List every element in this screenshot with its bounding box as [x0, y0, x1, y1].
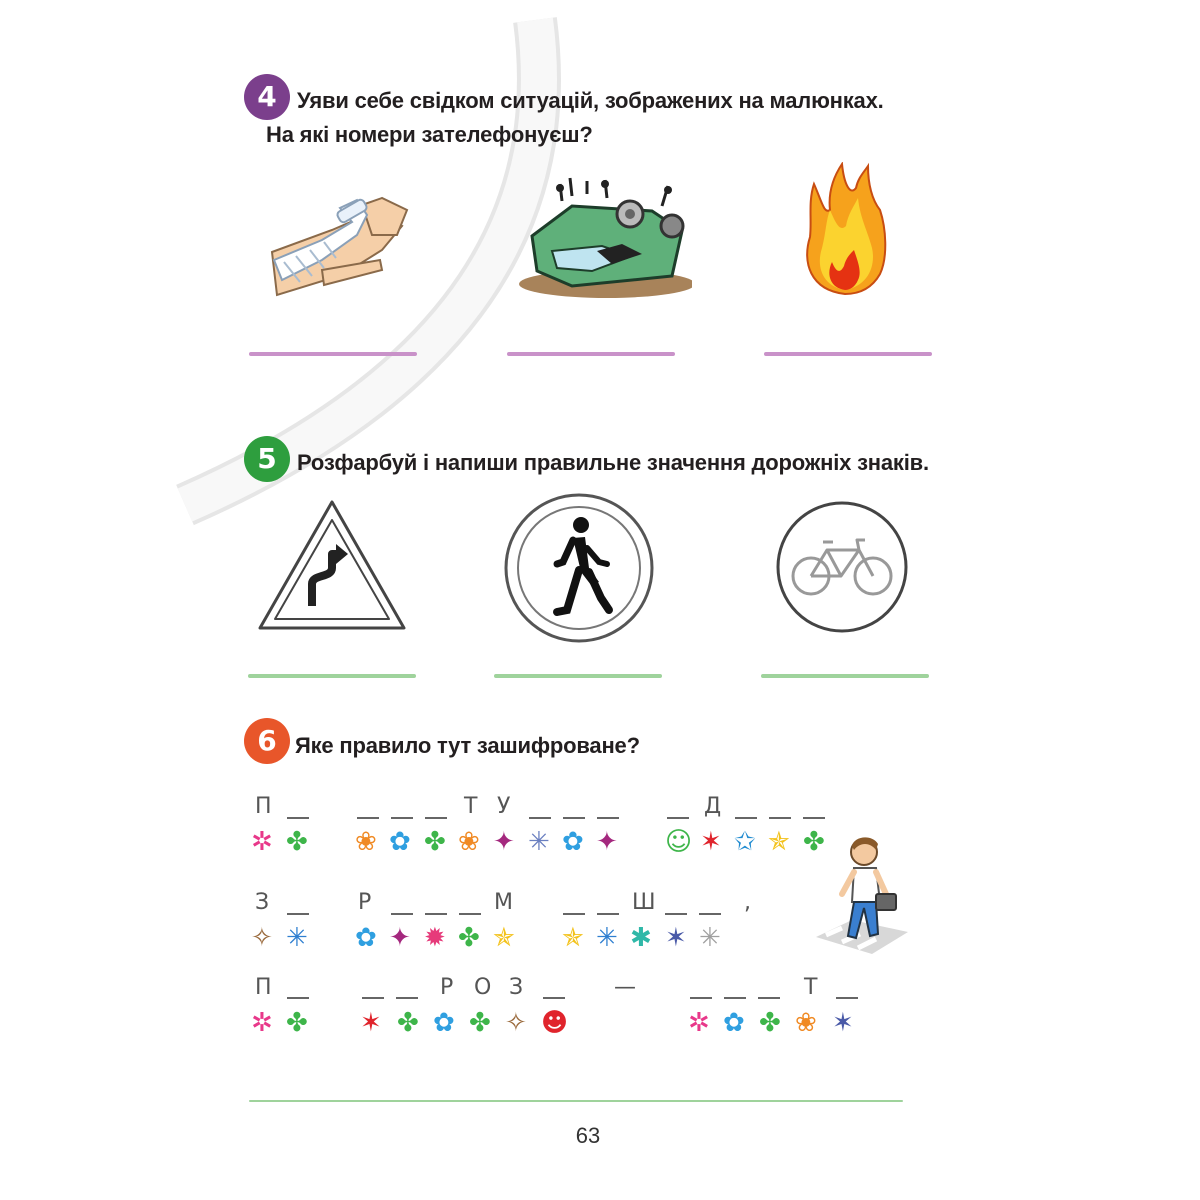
yellow-star-symbol: ✯ — [768, 827, 790, 857]
green-clover-symbol: ✤ — [469, 1008, 491, 1038]
blue-flower-symbol: ✿ — [433, 1008, 455, 1038]
yellow-star-symbol: ✯ — [562, 923, 584, 953]
cipher-letter: Р — [440, 975, 454, 1000]
green-clover-symbol: ✤ — [424, 827, 446, 857]
pink-star-symbol: ✲ — [251, 827, 273, 857]
cipher-letter: З — [509, 975, 524, 1000]
orange-flower-symbol: ❀ — [795, 1008, 817, 1038]
purple-diamond-symbol: ✦ — [389, 923, 411, 953]
task5-number-badge: 5 — [244, 436, 290, 482]
yellow-star-symbol: ✯ — [493, 923, 515, 953]
cipher-letter: Т — [464, 794, 478, 819]
footer-rule — [249, 1100, 903, 1102]
green-clover-symbol: ✤ — [397, 1008, 419, 1038]
blue-flower-symbol: ✿ — [389, 827, 411, 857]
blue-flower-symbol: ✿ — [723, 1008, 745, 1038]
blue-asterisk-symbol: ✳ — [596, 923, 618, 953]
cipher-dash: — — [614, 975, 636, 1000]
task6-number-badge: 6 — [244, 718, 290, 764]
blue-flower-symbol: ✿ — [562, 827, 584, 857]
walking-man-illustration — [812, 832, 912, 957]
pink-star-symbol: ✲ — [251, 1008, 273, 1038]
task4-number-badge: 4 — [244, 74, 290, 120]
green-smiley-symbol: ☺ — [665, 827, 693, 857]
blue-asterisk-symbol: ✳ — [528, 827, 550, 857]
purple-diamond-symbol: ✦ — [596, 827, 618, 857]
cipher-letter: З — [255, 890, 270, 915]
navy-star-symbol: ✶ — [832, 1008, 854, 1038]
grey-asterisk-symbol: ✳ — [699, 923, 721, 953]
page-number: 63 — [575, 1123, 601, 1148]
cipher-comma: , — [744, 890, 751, 915]
teal-asterisk-symbol: ✱ — [630, 923, 652, 953]
cipher-letter: У — [497, 794, 511, 819]
green-clover-symbol: ✤ — [286, 827, 308, 857]
pink-star-symbol: ✲ — [688, 1008, 710, 1038]
cipher-letter: П — [255, 794, 272, 819]
green-clover-symbol: ✤ — [759, 1008, 781, 1038]
cipher-letter: Р — [358, 890, 372, 915]
cipher-letter: Д — [704, 794, 722, 819]
orange-flower-symbol: ❀ — [458, 827, 480, 857]
brown-sparkle-symbol: ✧ — [251, 923, 273, 953]
task4-title-line1: Уяви себе свідком ситуацій, зображених на малюнках. — [297, 88, 884, 113]
red-star-symbol: ✶ — [360, 1008, 382, 1038]
blue-asterisk-symbol: ✳ — [286, 923, 308, 953]
purple-diamond-symbol: ✦ — [493, 827, 515, 857]
green-clover-symbol: ✤ — [458, 923, 480, 953]
cipher-letter: Т — [804, 975, 818, 1000]
cipher-letter: М — [494, 890, 513, 915]
red-smiley-symbol: ☻ — [541, 1008, 569, 1038]
cipher-letter: О — [474, 975, 492, 1000]
pink-burst-symbol: ✹ — [424, 923, 446, 953]
green-clover-symbol: ✤ — [286, 1008, 308, 1038]
red-star-symbol: ✶ — [700, 827, 722, 857]
cipher-letter: П — [255, 975, 272, 1000]
task4-title-line2: На які номери зателефонуєш? — [266, 122, 593, 147]
cipher-letter: Ш — [632, 890, 656, 915]
orange-flower-symbol: ❀ — [355, 827, 377, 857]
task6-title: Яке правило тут зашифроване? — [295, 733, 640, 758]
green-clover-symbol: ✤ — [803, 827, 825, 857]
blue-outline-star-symbol: ✩ — [734, 827, 756, 857]
task5-title: Розфарбуй і напиши правильне значення дорожніх знаків. — [297, 450, 929, 475]
blue-flower-symbol: ✿ — [355, 923, 377, 953]
brown-sparkle-symbol: ✧ — [505, 1008, 527, 1038]
navy-star-symbol: ✶ — [665, 923, 687, 953]
